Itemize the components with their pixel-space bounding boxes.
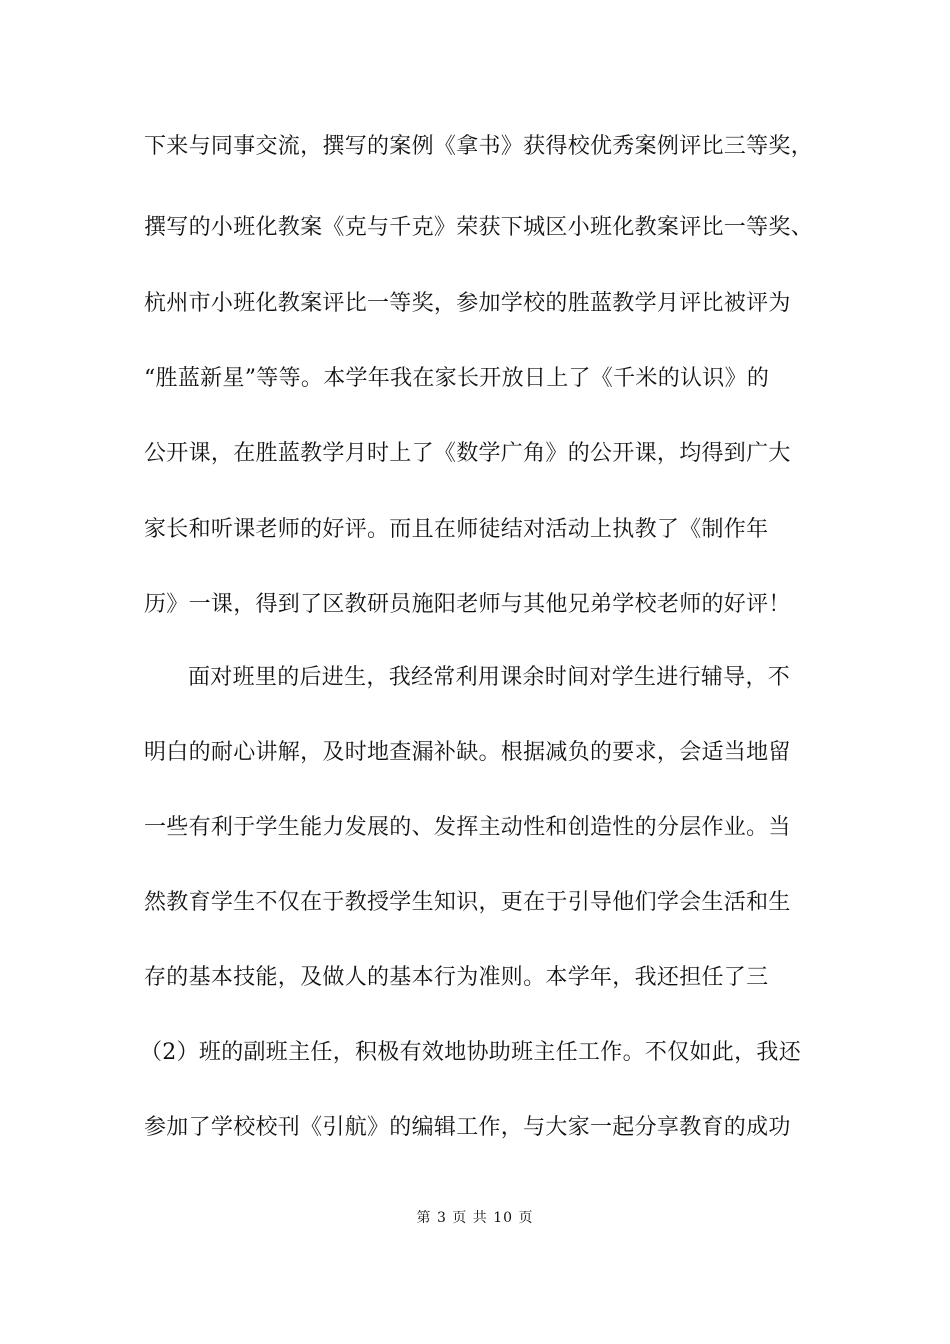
text-line: 历》一课，得到了区教研员施阳老师与其他兄弟学校老师的好评！ [144, 592, 791, 617]
page-number-footer: 第 3 页 共 10 页 [416, 1210, 534, 1226]
text-line: 存的基本技能，及做人的基本行为准则。本学年，我还担任了三 [144, 965, 769, 990]
text-line: 撰写的小班化教案《克与千克》荣获下城区小班化教案评比一等奖、 [144, 215, 814, 240]
text-line: 家长和听课老师的好评。而且在师徒结对活动上执教了《制作年 [144, 517, 769, 542]
text-line: “胜蓝新星”等等。本学年我在家长开放日上了《千米的认识》的 [144, 366, 770, 391]
text-line: 杭州市小班化教案评比一等奖，参加学校的胜蓝教学月评比被评为 [144, 291, 791, 316]
text-line: 一些有利于学生能力发展的、发挥主动性和创造性的分层作业。当 [144, 815, 791, 840]
text-line: 明白的耐心讲解，及时地查漏补缺。根据减负的要求，会适当地留 [144, 740, 791, 765]
paragraph-first-line: 面对班里的后进生，我经常利用课余时间对学生进行辅导，不 [188, 665, 791, 690]
text-line: 公开课，在胜蓝教学月时上了《数学广角》的公开课，均得到广大 [144, 441, 791, 466]
text-line: 然教育学生不仅在于教授学生知识，更在于引导他们学会生活和生 [144, 890, 791, 915]
text-line: 下来与同事交流，撰写的案例《拿书》获得校优秀案例评比三等奖， [144, 134, 814, 159]
text-line: 参加了学校校刊《引航》的编辑工作，与大家一起分享教育的成功 [144, 1115, 791, 1140]
text-line: （2）班的副班主任，积极有效地协助班主任工作。不仅如此，我还 [140, 1040, 801, 1065]
